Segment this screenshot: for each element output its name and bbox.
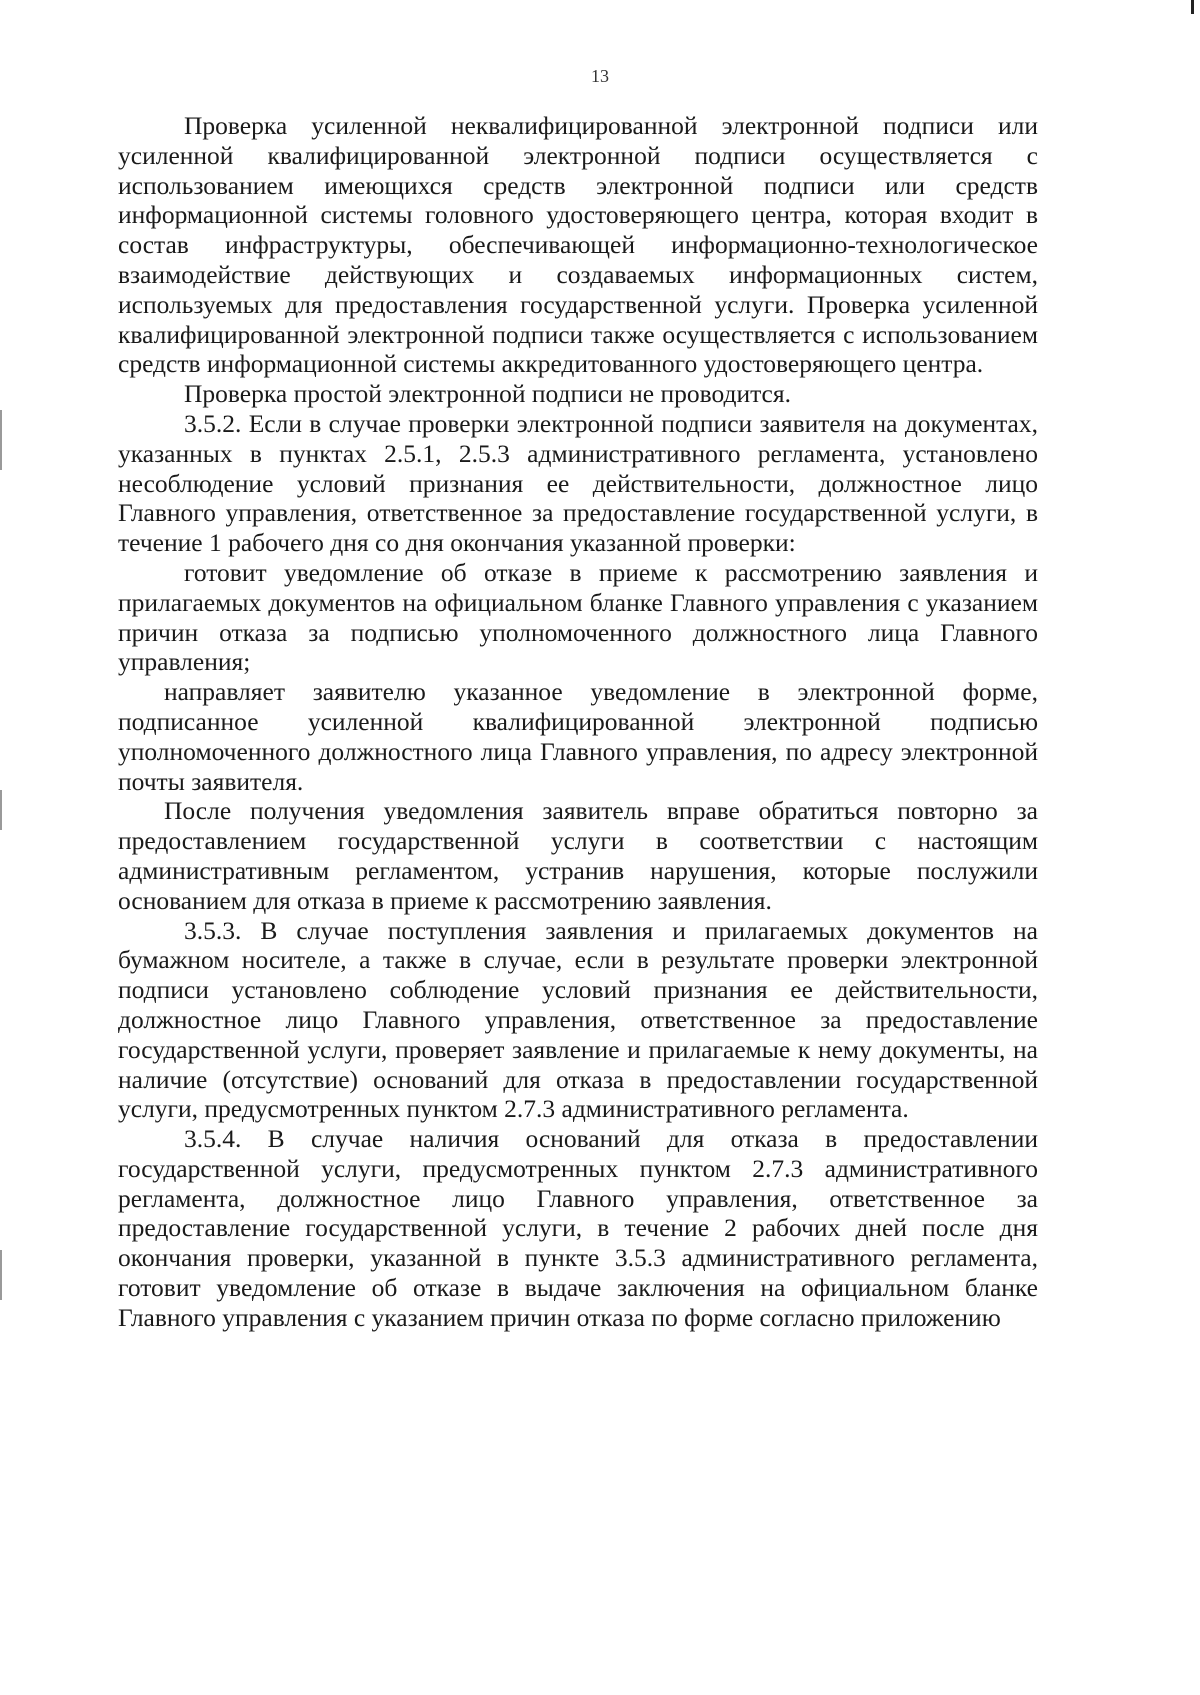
page-number: 13 <box>591 66 609 86</box>
paragraph-sends-notice: направляет заявителю указанное уведомление в электронной форме, подписанное усиленной квалифицированной электронной подписью уполномоченного должностного лица Главного управления, по адресу электронной почты заявителя. <box>118 677 1038 796</box>
scan-edge-mark <box>0 410 2 470</box>
paragraph-signature-verification: Проверка усиленной неквалифицированной электронной подписи или усиленной квалифицированной электронной подписи осуществляется с использованием имеющихся средств электронной подписи или средств информационной системы головного удостоверяющего центра, которая входит в состав инфраструктуры, обеспечивающей информационно-технологическое взаимодействие действующих и создаваемых информационных систем, используемых для предоставления государственной услуги. Проверка усиленной квалифицированной электронной подписи также осуществляется с использованием средств информационной системы аккредитованного удостоверяющего центра. <box>118 111 1038 379</box>
document-body <box>118 111 1038 1333</box>
paragraph-3-5-4: 3.5.4. В случае наличия оснований для отказа в предоставлении государственной услуги, предусмотренных пунктом 2.7.3 административного регламента, должностное лицо Главного управления, ответственное за предоставление государственной услуги, в течение 2 рабочих дней после дня окончания проверки, указанной в пункте 3.5.3 административного регламента, готовит уведомление об отказе в выдаче заключения на официальном бланке Главного управления с указанием причин отказа по форме согласно приложению <box>118 1124 1038 1332</box>
paragraph-after-notice: После получения уведомления заявитель вправе обратиться повторно за предоставлением государственной услуги в соответствии с настоящим административным регламентом, устранив нарушения, которые послужили основанием для отказа в приеме к рассмотрению заявления. <box>118 796 1038 915</box>
paragraph-3-5-2: 3.5.2. Если в случае проверки электронной подписи заявителя на документах, указанных в пунктах 2.5.1, 2.5.3 административного регламента, установлено несоблюдение условий признания ее действительности, должностное лицо Главного управления, ответственное за предоставление государственной услуги, в течение 1 рабочего дня со дня окончания указанной проверки: <box>118 408 1038 558</box>
paragraph-3-5-3: 3.5.3. В случае поступления заявления и прилагаемых документов на бумажном носителе, а также в случае, если в результате проверки электронной подписи установлено соблюдение условий признания ее действительности, должностное лицо Главного управления, ответственное за предоставление государственной услуги, проверяет заявление и прилагаемые к нему документы, на наличие (отсутствие) оснований для отказа в предоставлении государственной услуги, предусмотренных пунктом 2.7.3 административного регламента. <box>118 915 1038 1124</box>
scan-edge-mark <box>0 1250 2 1300</box>
scan-corner-mark <box>1191 0 1194 14</box>
paragraph-simple-signature: Проверка простой электронной подписи не проводится. <box>184 379 791 409</box>
scan-edge-mark <box>0 790 2 830</box>
paragraph-prepares-notice: готовит уведомление об отказе в приеме к рассмотрению заявления и прилагаемых документов на официальном бланке Главного управления с указанием причин отказа за подписью уполномоченного должностного лица Главного управления; <box>118 557 1038 677</box>
